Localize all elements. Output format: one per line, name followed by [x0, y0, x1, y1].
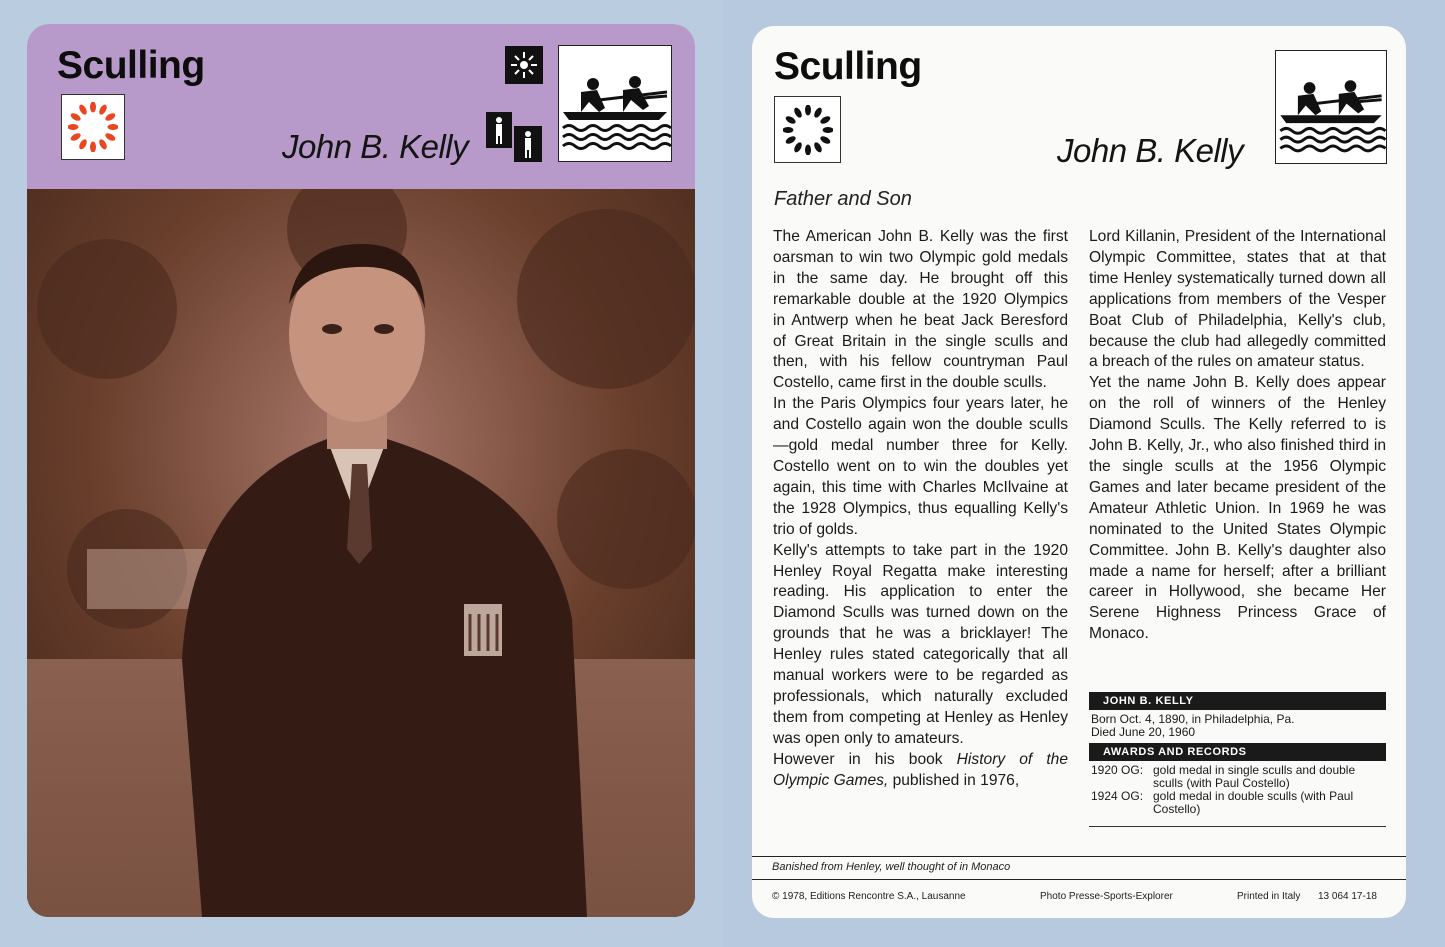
athlete-name: John B. Kelly — [282, 128, 469, 165]
article-subtitle: Father and Son — [774, 188, 912, 210]
award-row — [1091, 764, 1386, 790]
text-run: published in 1976, — [888, 771, 1020, 789]
card-code: 13 064 17-18 — [1318, 891, 1377, 902]
article-paragraph: The American John B. Kelly was the first oarsman to win two Olympic gold medals in the same day. He brought off this remarkable double at the 1920 Olympics in Antwerp when he beat Jack Beresford of Great Britain in the single sculls and then, with his fellow countryman Paul Costello, came first in the double sculls. — [773, 228, 1068, 392]
award-text: gold medal in double sculls (with Paul Costello) — [1153, 789, 1354, 816]
award-text: gold medal in single sculls and double sculls (with Paul Costello) — [1153, 763, 1356, 790]
facts-bio — [1089, 710, 1386, 743]
text-run: However in his book — [773, 750, 957, 768]
olympic-wreath-icon-back — [774, 96, 841, 163]
printed-in: Printed in Italy — [1237, 891, 1301, 902]
article-paragraph: Kelly's attempts to take part in the 1920 Henley Royal Regatta make interesting reading. His application to enter the Diamond Sculls was turned down on the grounds that he was a bricklayer! The Henley rules stated categorically that all manual workers were to be regarded as professionals, which naturally excluded them from competing at Henley as Henley was open only to amateurs. — [773, 541, 1068, 747]
birth-info: Born Oct. 4, 1890, in Philadelphia, Pa. — [1091, 712, 1295, 726]
article-column-1 — [773, 227, 1068, 791]
award-row — [1091, 790, 1386, 816]
sport-title-back: Sculling — [774, 45, 922, 88]
article-paragraph: In the Paris Olympics four years later, he and Costello again won the double sculls—gold medal number three for Kelly. Costello went on to win the doubles yet again, this time with Charles McIlvaine at the 1928 Olympics, thus equalling Kelly's trio of golds. — [773, 395, 1068, 538]
article-column-2 — [1089, 227, 1386, 645]
card-front — [27, 24, 695, 917]
awards-list — [1089, 761, 1386, 820]
article-paragraph: Lord Killanin, President of the International Olympic Committee, states that at that time Henley systematically turned down all applications from members of the Vesper Boat Club of Philadelphia, Kelly's club, because the club had allegedly committed a breach of the rules on amateur status. — [1089, 228, 1386, 371]
article-paragraph: Yet the name John B. Kelly does appear on the roll of winners of the Henley Diamond Sculls. The Kelly referred to is John B. Kelly, Jr., who also finished third in the single sculls at the 1956 Olympic Games and later became president of the Amateur Athletic Union. In 1969 he was nominated to the United States Olympic Committee. John B. Kelly's daughter also made a name for herself; after a brilliant career in Hollywood, she became Her Serene Highness Princess Grace of Monaco. — [1089, 374, 1386, 643]
athlete-photo — [27, 189, 695, 917]
facts-divider — [1089, 820, 1386, 827]
death-info: Died June 20, 1960 — [1091, 725, 1196, 739]
card-back — [752, 26, 1406, 918]
award-year: 1920 OG: — [1091, 763, 1144, 777]
summer-games-icon — [505, 46, 543, 84]
rowing-pictogram-icon — [558, 45, 672, 162]
two-athletes-icon — [486, 112, 542, 162]
facts-box — [1089, 692, 1386, 827]
olympic-wreath-icon — [61, 94, 125, 160]
sport-title: Sculling — [57, 44, 205, 87]
rowing-pictogram-icon-back — [1275, 50, 1387, 164]
athlete-name-back: John B. Kelly — [1057, 132, 1244, 169]
facts-name-header: JOHN B. KELLY — [1089, 692, 1386, 710]
book-title: History of the Olympic Games, — [773, 750, 1068, 789]
awards-header: AWARDS AND RECORDS — [1089, 743, 1386, 761]
article-paragraph — [773, 750, 1068, 792]
copyright: © 1978, Editions Rencontre S.A., Lausanne — [772, 891, 966, 902]
photo-caption-bar — [752, 856, 1406, 880]
award-year: 1924 OG: — [1091, 789, 1144, 803]
photo-caption: Banished from Henley, well thought of in Monaco — [772, 861, 1011, 873]
photo-credit: Photo Presse-Sports-Explorer — [1040, 891, 1173, 902]
